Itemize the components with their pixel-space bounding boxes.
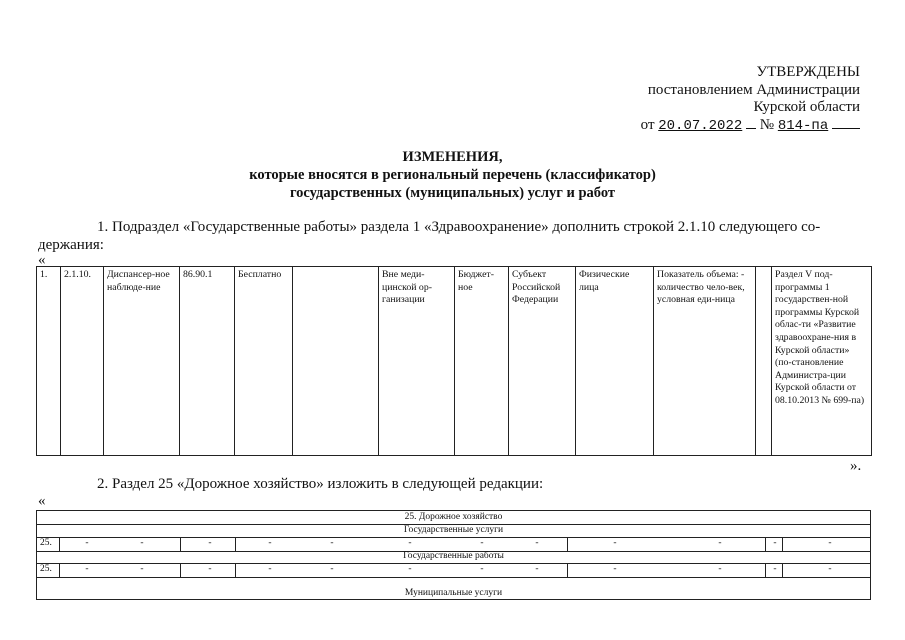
dash: -: [828, 538, 832, 548]
dash: -: [85, 538, 89, 548]
open-quote-2: «: [38, 493, 46, 509]
dash: -: [208, 564, 212, 574]
cell-okved: 86.90.1: [180, 267, 235, 456]
subsection-municipal-services: Муниципальные услуги: [404, 588, 503, 598]
dash: -: [535, 538, 539, 548]
cell-founder: Субъект Российской Федерации: [509, 267, 576, 456]
dash: -: [268, 538, 272, 548]
approval-block: [560, 64, 860, 135]
cell-code: 2.1.10.: [61, 267, 104, 456]
approval-authority: постановлением Администрации: [647, 81, 860, 98]
section-header: 25. Дорожное хозяйство: [404, 512, 503, 522]
approval-number: 814-па: [777, 117, 829, 134]
close-quote: ».: [850, 458, 862, 474]
dash: -: [480, 538, 484, 548]
dash: -: [613, 564, 617, 574]
cell-consumers: Физические лица: [576, 267, 654, 456]
paragraph-2: 2. Раздел 25 «Дорожное хозяйство» изложить в следующей редакции:: [97, 476, 544, 492]
document-title: [0, 148, 905, 202]
dash: -: [773, 564, 777, 574]
cell-empty-1: [293, 267, 379, 456]
dash: -: [718, 538, 722, 548]
table-row: [37, 267, 872, 456]
dash: -: [330, 538, 334, 548]
dash: -: [535, 564, 539, 574]
cell-legal-basis: Раздел V под-программы 1 государствен-ной программы Курской облас-ти «Развитие здравоохране-ния в Курской области» (по-становление Администра-ции Курской области от 08.10.2013 № 699-па): [772, 267, 872, 456]
dash: -: [408, 538, 412, 548]
subsection-state-services: Государственные услуги: [403, 525, 504, 535]
number-prefix: №: [759, 116, 775, 133]
approval-region: Курской области: [753, 99, 860, 115]
dash: -: [828, 564, 832, 574]
dash: -: [330, 564, 334, 574]
dash: -: [140, 538, 144, 548]
approval-heading: УТВЕРЖДЕНЫ: [756, 64, 860, 80]
cell-service-name: Диспансер-ное наблюде-ние: [104, 267, 180, 456]
paragraph-1-line-2: держания:: [38, 237, 104, 253]
approval-date-line: [560, 117, 860, 136]
dash: -: [85, 564, 89, 574]
dash: -: [208, 538, 212, 548]
dash: -: [613, 538, 617, 548]
cell-number: 1.: [37, 267, 61, 456]
row-2-number: 25.: [40, 564, 52, 574]
cell-empty-2: [756, 267, 772, 456]
cell-conditions: Вне меди-цинской ор-ганизации: [379, 267, 455, 456]
dash: -: [773, 538, 777, 548]
open-quote: «: [38, 252, 46, 268]
subsection-state-works: Государственные работы: [403, 551, 504, 561]
dash: -: [480, 564, 484, 574]
table-road-section: [36, 510, 871, 600]
cell-payment: Бесплатно: [235, 267, 293, 456]
table-row-2-1-10: [36, 266, 872, 456]
title-line-2: которые вносятся в региональный перечень (классификатор): [249, 167, 656, 183]
dash: -: [718, 564, 722, 574]
cell-indicators: Показатель объема: - количество чело-век, условная еди-ница: [654, 267, 756, 456]
paragraph-1-line-1: 1. Подраздел «Государственные работы» раздела 1 «Здравоохранение» дополнить строкой 2.1.10 следующего со-: [97, 219, 821, 235]
dash: -: [140, 564, 144, 574]
title-line-3: государственных (муниципальных) услуг и работ: [289, 185, 616, 201]
title-line-1: ИЗМЕНЕНИЯ,: [402, 149, 503, 165]
cell-institution-type: Бюджет-ное: [455, 267, 509, 456]
dash: -: [408, 564, 412, 574]
date-prefix: от: [640, 116, 655, 133]
row-1-number: 25.: [40, 538, 52, 548]
approval-date: 20.07.2022: [658, 117, 743, 134]
dash: -: [268, 564, 272, 574]
